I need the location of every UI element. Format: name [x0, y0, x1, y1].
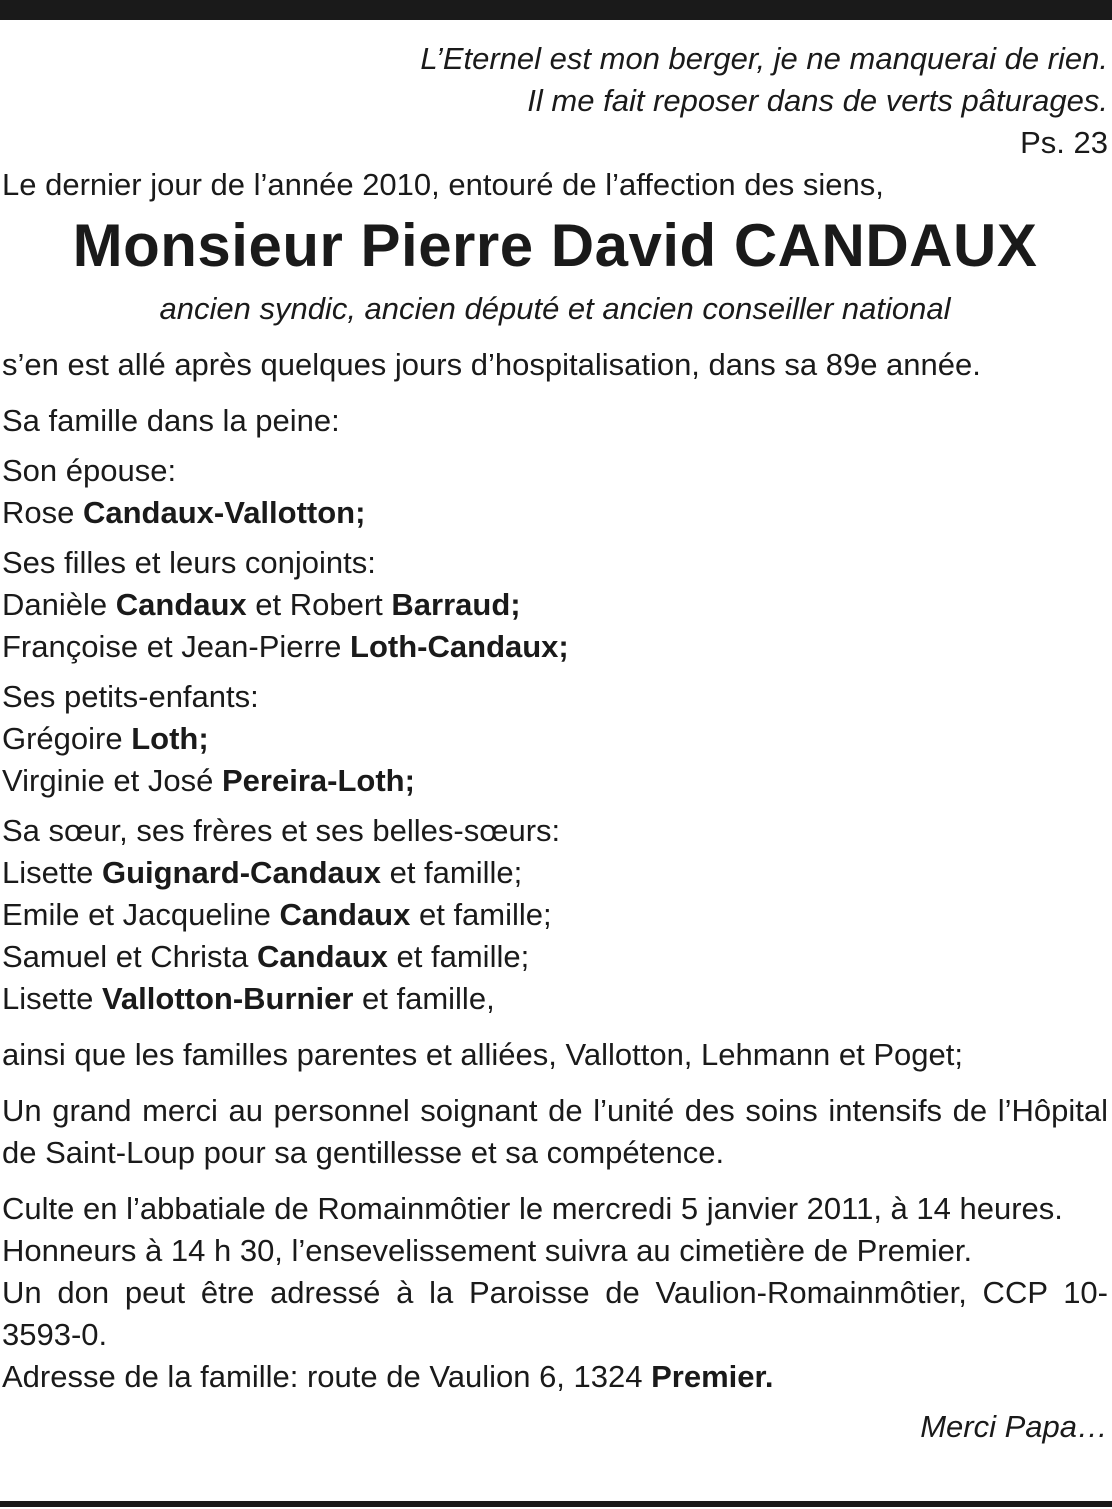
grandchild-1: Grégoire Loth;: [2, 721, 209, 756]
service-line-1: Culte en l’abbatiale de Romainmôtier le mercredi 5 janvier 2011, à 14 heures.: [2, 1191, 1063, 1226]
spouse-name: Rose Candaux-Vallotton;: [2, 495, 366, 530]
sibling-2: Emile et Jacqueline Candaux et famille;: [2, 897, 552, 932]
deceased-title: ancien syndic, ancien député et ancien conseiller national: [159, 291, 951, 326]
sibling-4: Lisette Vallotton-Burnier et famille,: [2, 981, 495, 1016]
thanks-text: Un grand merci au personnel soignant de l’unité des soins intensifs de l’Hôpital de Saint-Loup pour sa gentillesse et sa compétence.: [2, 1093, 1108, 1170]
psalm-reference: Ps. 23: [1020, 125, 1108, 160]
deceased-name: Monsieur Pierre David CANDAUX: [72, 212, 1038, 279]
daughters-heading: Ses filles et leurs conjoints:: [2, 545, 376, 580]
spouse-heading: Son épouse:: [2, 453, 177, 488]
closing-text: Merci Papa…: [920, 1409, 1108, 1444]
daughter-1: Danièle Candaux et Robert Barraud;: [2, 587, 521, 622]
donation-text: Un don peut être adressé à la Paroisse de Vaulion-Romainmôtier, CCP 10-3593-0.: [2, 1275, 1108, 1352]
passing-text: s’en est allé après quelques jours d’hospitalisation, dans sa 89e année.: [2, 347, 981, 382]
psalm-line-1: L’Eternel est mon berger, je ne manquerai de rien.: [420, 41, 1108, 76]
spouse-section: [2, 450, 1108, 534]
daughter-2: Françoise et Jean-Pierre Loth-Candaux;: [2, 629, 569, 664]
psalm-line-2: Il me fait reposer dans de verts pâturages.: [527, 83, 1108, 118]
family-address: Adresse de la famille: route de Vaulion 6, 1324 Premier.: [2, 1359, 774, 1394]
bottom-border: [0, 1501, 1112, 1507]
relatives-text: ainsi que les familles parentes et alliées, Vallotton, Lehmann et Poget;: [2, 1037, 963, 1072]
grandchildren-heading: Ses petits-enfants:: [2, 679, 259, 714]
family-heading: Sa famille dans la peine:: [2, 403, 340, 438]
service-section: [2, 1188, 1108, 1398]
grandchildren-section: [2, 676, 1108, 802]
siblings-section: [2, 810, 1108, 1020]
top-border: [0, 0, 1112, 20]
grandchild-2: Virginie et José Pereira-Loth;: [2, 763, 415, 798]
intro-text: Le dernier jour de l’année 2010, entouré de l’affection des siens,: [2, 167, 884, 202]
daughters-section: [2, 542, 1108, 668]
service-line-2: Honneurs à 14 h 30, l’ensevelissement suivra au cimetière de Premier.: [2, 1233, 973, 1268]
siblings-heading: Sa sœur, ses frères et ses belles-sœurs:: [2, 813, 561, 848]
sibling-3: Samuel et Christa Candaux et famille;: [2, 939, 530, 974]
sibling-1: Lisette Guignard-Candaux et famille;: [2, 855, 523, 890]
obituary-notice: [2, 38, 1108, 1448]
